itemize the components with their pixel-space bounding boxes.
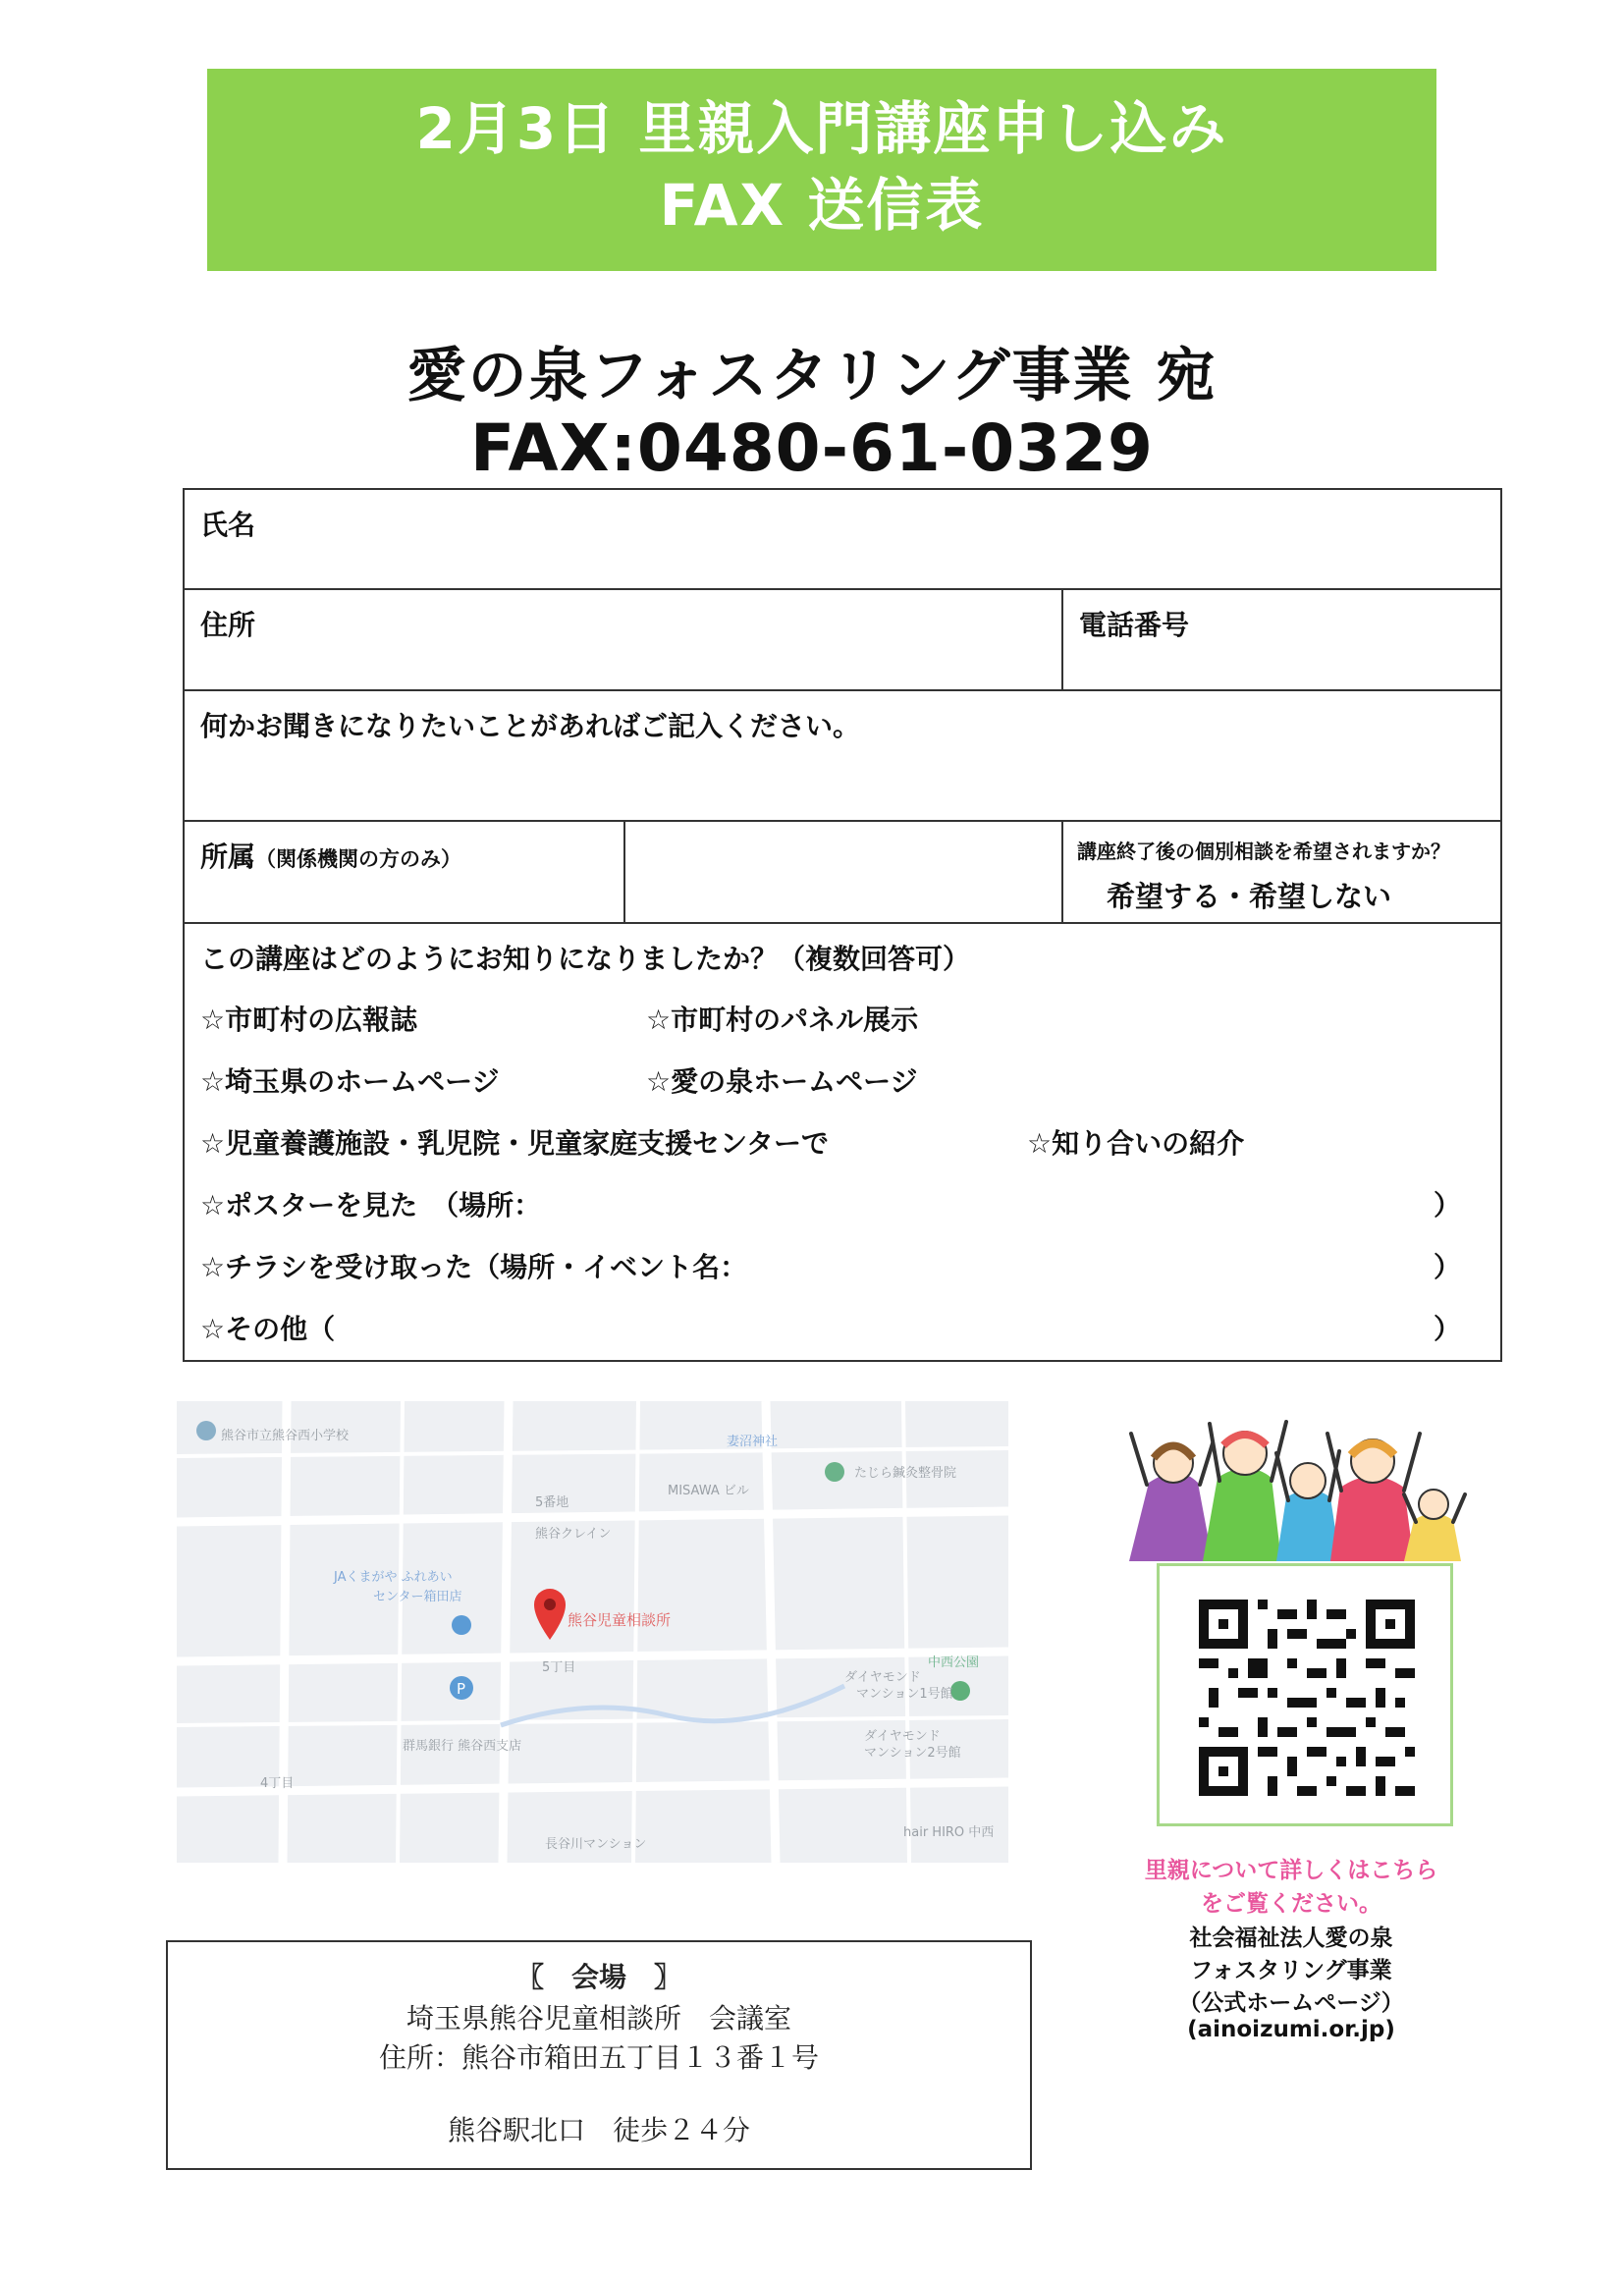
source-option-poster[interactable]: ☆ポスターを見た （場所： xyxy=(200,1189,542,1221)
source-option-prefecture-site[interactable]: ☆埼玉県のホームページ xyxy=(200,1065,500,1098)
source-option-flyer[interactable]: ☆チラシを受け取った（場所・イベント名： xyxy=(200,1251,748,1283)
map-label-clinic: たじら鍼灸整骨院 xyxy=(854,1466,957,1481)
map-label-dm1: ダイヤモンド xyxy=(844,1670,921,1685)
official-site-label: （公式ホームページ） xyxy=(1178,1990,1404,2016)
venue-place: 埼玉県熊谷児童相談所 会議室 xyxy=(406,2002,791,2035)
address-label: 住所 xyxy=(200,609,256,641)
location-pin-icon xyxy=(534,1589,566,1640)
name-label: 氏名 xyxy=(200,509,256,541)
map-label-chome5: 5丁目 xyxy=(542,1660,576,1675)
other-close-paren: ） xyxy=(1434,1313,1462,1345)
children-illustration xyxy=(1119,1404,1483,1566)
source-option-ainoizumi-site[interactable]: ☆愛の泉ホームページ xyxy=(646,1065,918,1098)
venue-access: 熊谷駅北口 徒歩２４分 xyxy=(447,2114,750,2146)
venue-title: 〖 会場 〗 xyxy=(515,1961,681,1993)
map-label-mansion: 長谷川マンション xyxy=(545,1837,647,1852)
consult-question: 講座終了後の個別相談を希望されますか？ xyxy=(1077,840,1450,863)
venue-box xyxy=(166,1940,1032,2170)
map-label-site: 熊谷児童相談所 xyxy=(568,1611,672,1629)
map-label-chome4: 4丁目 xyxy=(260,1776,295,1791)
map-label-misawa: MISAWA ビル xyxy=(668,1484,749,1498)
park-pin-icon xyxy=(950,1681,970,1701)
school-pin-icon xyxy=(196,1421,216,1440)
source-option-acquaintance[interactable]: ☆知り合いの紹介 xyxy=(1027,1127,1245,1160)
questions-row[interactable] xyxy=(185,691,1500,822)
map-label-ja: JAくまがや ふれあい xyxy=(334,1570,453,1585)
banner-title: 2月3日 里親入門講座申し込み xyxy=(415,95,1228,162)
address-field[interactable] xyxy=(185,590,1061,689)
map-label-dm2: ダイヤモンド xyxy=(864,1729,941,1744)
source-option-facility[interactable]: ☆児童養護施設・乳児院・児童家庭支援センターで xyxy=(200,1127,829,1160)
questions-label: 何かお聞きになりたいことがあればご記入ください。 xyxy=(200,710,861,742)
source-option-newsletter[interactable]: ☆市町村の広報誌 xyxy=(200,1004,418,1036)
org-program: フォスタリング事業 xyxy=(1190,1958,1392,1983)
official-site-url[interactable]: (ainoizumi.or.jp) xyxy=(1187,2017,1395,2042)
name-row[interactable] xyxy=(185,490,1500,590)
map-label-park: 中西公園 xyxy=(928,1655,980,1670)
address-row xyxy=(185,590,1500,691)
promo-line-1: 里親について詳しくはこちら xyxy=(1144,1858,1438,1883)
map-label-store: 群馬銀行 熊谷西支店 xyxy=(403,1739,522,1754)
affiliation-label-cell xyxy=(185,822,623,922)
application-form xyxy=(183,488,1502,1362)
clinic-pin-icon xyxy=(825,1462,844,1482)
banner-subtitle: FAX 送信表 xyxy=(659,172,985,239)
org-name: 社会福祉法人愛の泉 xyxy=(1189,1926,1393,1951)
phone-label: 電話番号 xyxy=(1079,609,1190,641)
map-label-crane: 熊谷クレイン xyxy=(535,1527,612,1542)
map-label-hair: hair HIRO 中西 xyxy=(903,1825,995,1840)
source-question: この講座はどのようにお知りになりましたか？（複数回答可） xyxy=(200,943,971,975)
affiliation-label: 所属 xyxy=(200,841,256,873)
title-banner xyxy=(207,69,1436,271)
store-pin-icon xyxy=(452,1615,471,1635)
phone-field[interactable] xyxy=(1061,590,1500,689)
flyer-close-paren: ） xyxy=(1434,1251,1462,1283)
affiliation-note: （関係機関の方のみ） xyxy=(255,847,462,871)
addressee-name: 愛の泉フォスタリング事業 宛 xyxy=(406,342,1218,410)
affiliation-row xyxy=(185,822,1500,924)
venue-map xyxy=(177,1401,1008,1863)
parking-icon xyxy=(450,1676,473,1700)
consult-options[interactable]: 希望する・希望しない xyxy=(1107,880,1392,913)
source-option-other[interactable]: ☆その他（ xyxy=(200,1313,336,1345)
qr-code[interactable] xyxy=(1157,1563,1453,1826)
fax-number: FAX:0480-61-0329 xyxy=(470,410,1154,486)
qr-code-pattern xyxy=(1199,1600,1415,1796)
consult-cell xyxy=(1061,822,1500,922)
svg-text:P: P xyxy=(457,1680,466,1698)
promo-line-2: をご覧ください。 xyxy=(1201,1891,1381,1917)
map-label-dm2b: マンション2号館 xyxy=(864,1746,961,1761)
map-label-dm1b: マンション1号館 xyxy=(856,1687,953,1702)
map-label-shrine: 妻沼神社 xyxy=(727,1435,779,1449)
venue-address: 住所：熊谷市箱田五丁目１３番１号 xyxy=(378,2041,819,2074)
source-section xyxy=(185,924,1500,1362)
source-option-panel[interactable]: ☆市町村のパネル展示 xyxy=(646,1004,919,1036)
poster-close-paren: ） xyxy=(1434,1189,1462,1221)
map-label-ja2: センター箱田店 xyxy=(373,1590,462,1604)
map-label-block5: 5番地 xyxy=(535,1495,569,1510)
map-label-school: 熊谷市立熊谷西小学校 xyxy=(221,1429,350,1443)
affiliation-field[interactable] xyxy=(623,822,1061,922)
